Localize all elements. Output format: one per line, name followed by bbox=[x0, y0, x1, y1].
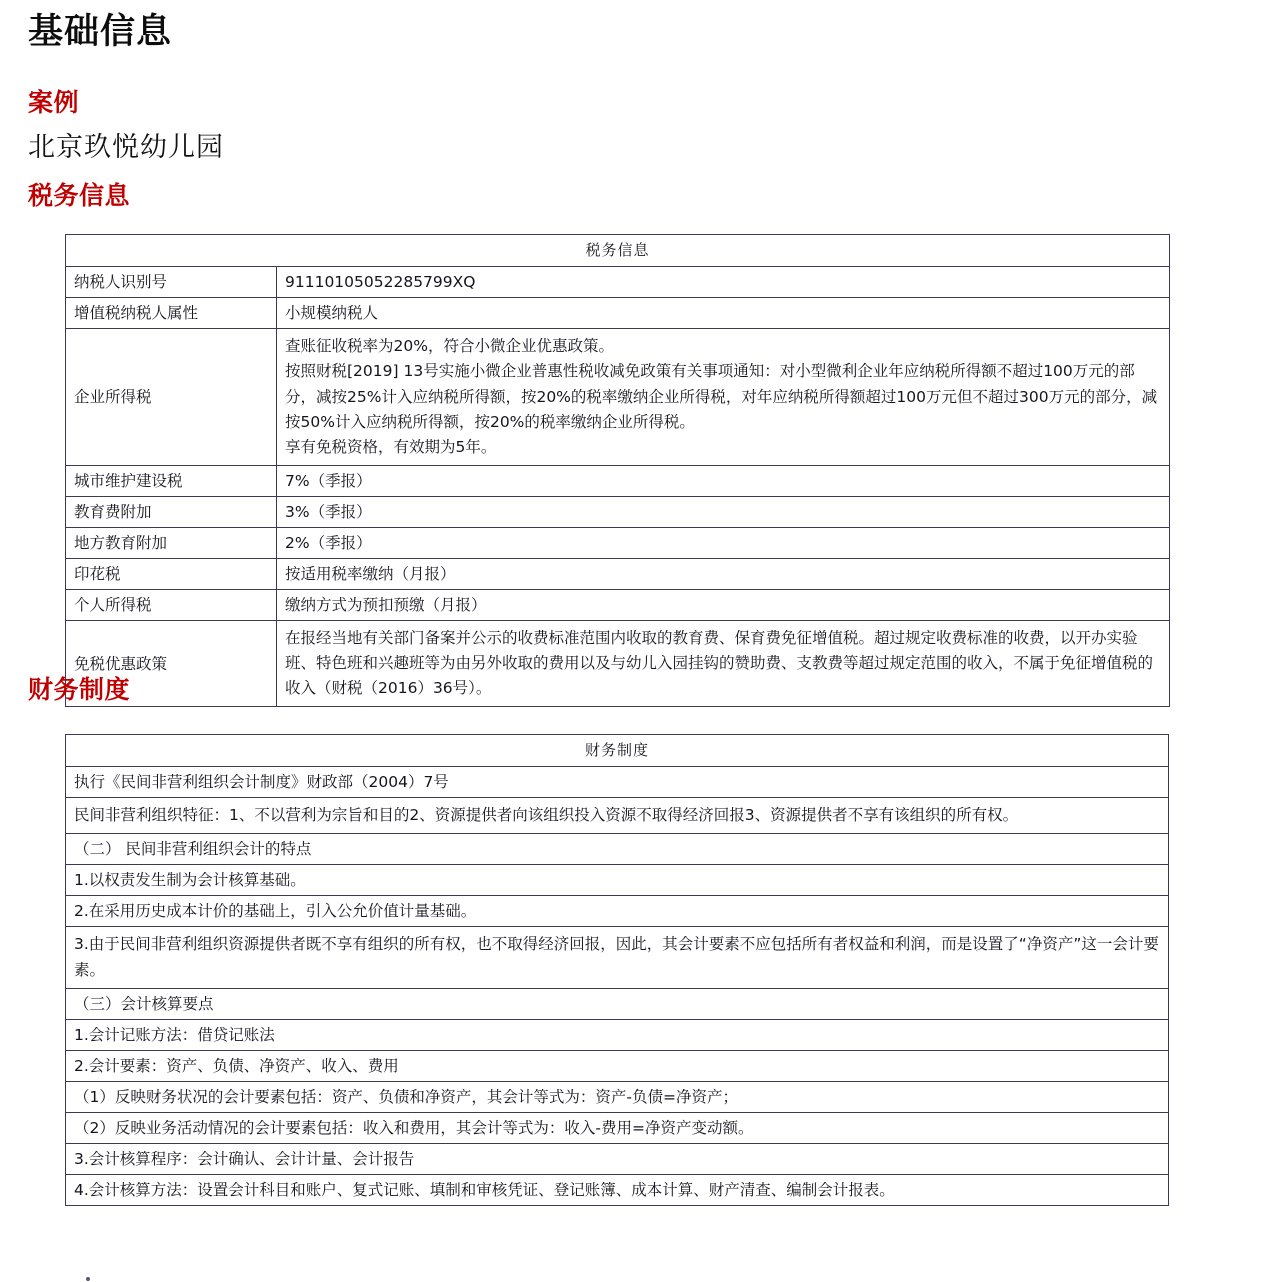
row-value: 7%（季报） bbox=[277, 465, 1170, 496]
table-row bbox=[66, 1050, 1169, 1081]
row-label: 城市维护建设税 bbox=[66, 465, 277, 496]
row-value: 按适用税率缴纳（月报） bbox=[277, 558, 1170, 589]
section-heading-finance: 财务制度 bbox=[28, 675, 131, 704]
table-row bbox=[66, 988, 1169, 1019]
row-value: 小规模纳税人 bbox=[277, 298, 1170, 329]
row-text: 1.以权责发生制为会计核算基础。 bbox=[66, 865, 1169, 896]
row-label: 企业所得税 bbox=[66, 329, 277, 466]
row-text: 2.在采用历史成本计价的基础上，引入公允价值计量基础。 bbox=[66, 896, 1169, 927]
tax-information-table bbox=[65, 234, 1170, 707]
table-row bbox=[66, 298, 1170, 329]
table-row bbox=[66, 798, 1169, 834]
page-title: 基础信息 bbox=[28, 11, 173, 52]
table-row bbox=[66, 620, 1170, 706]
table-row bbox=[66, 527, 1170, 558]
table-row bbox=[66, 558, 1170, 589]
page-artifact-dot bbox=[86, 1277, 90, 1281]
row-value: 2%（季报） bbox=[277, 527, 1170, 558]
table-row bbox=[66, 1174, 1169, 1205]
tax-table-caption: 税务信息 bbox=[66, 235, 1170, 267]
row-text: （三）会计核算要点 bbox=[66, 988, 1169, 1019]
row-value: 91110105052285799XQ bbox=[277, 267, 1170, 298]
row-label: 教育费附加 bbox=[66, 496, 277, 527]
row-value: 在报经当地有关部门备案并公示的收费标准范围内收取的教育费、保育费免征增值税。超过规定收费标准的收费，以开办实验班、特色班和兴趣班等为由另外收取的费用以及与幼儿入园挂钩的赞助费、支教费等超过规定范围的收入，不属于免征增值税的收入（财税（2016）36号）。 bbox=[277, 620, 1170, 706]
table-caption-row bbox=[66, 235, 1170, 267]
row-text: 执行《民间非营利组织会计制度》财政部（2004）7号 bbox=[66, 767, 1169, 798]
row-text: 1.会计记账方法：借贷记账法 bbox=[66, 1019, 1169, 1050]
table-row bbox=[66, 834, 1169, 865]
row-value: 3%（季报） bbox=[277, 496, 1170, 527]
row-text: 3.由于民间非营利组织资源提供者既不享有组织的所有权，也不取得经济回报，因此，其会计要素不应包括所有者权益和利润，而是设置了“净资产”这一会计要素。 bbox=[66, 927, 1169, 988]
table-row bbox=[66, 496, 1170, 527]
finance-system-table bbox=[65, 734, 1169, 1206]
row-label: 印花税 bbox=[66, 558, 277, 589]
row-label: 个人所得税 bbox=[66, 589, 277, 620]
row-text: 4.会计核算方法：设置会计科目和账户、复式记账、填制和审核凭证、登记账簿、成本计算、财产清查、编制会计报表。 bbox=[66, 1174, 1169, 1205]
table-row bbox=[66, 1112, 1169, 1143]
row-text: 2.会计要素：资产、负债、净资产、收入、费用 bbox=[66, 1050, 1169, 1081]
table-row bbox=[66, 329, 1170, 466]
finance-table-caption: 财务制度 bbox=[66, 735, 1169, 767]
row-label: 地方教育附加 bbox=[66, 527, 277, 558]
row-label: 免税优惠政策 bbox=[66, 620, 277, 706]
table-row bbox=[66, 1143, 1169, 1174]
table-row bbox=[66, 896, 1169, 927]
row-text: 民间非营利组织特征：1、不以营利为宗旨和目的2、资源提供者向该组织投入资源不取得经济回报3、资源提供者不享有该组织的所有权。 bbox=[66, 798, 1169, 834]
section-heading-tax: 税务信息 bbox=[28, 181, 131, 210]
table-caption-row bbox=[66, 735, 1169, 767]
row-text: （1）反映财务状况的会计要素包括：资产、负债和净资产，其会计等式为：资产-负债=净资产； bbox=[66, 1081, 1169, 1112]
section-heading-case: 案例 bbox=[28, 88, 80, 117]
table-row bbox=[66, 589, 1170, 620]
case-name: 北京玖悦幼儿园 bbox=[28, 132, 224, 163]
table-row bbox=[66, 1019, 1169, 1050]
table-row bbox=[66, 767, 1169, 798]
row-label: 增值税纳税人属性 bbox=[66, 298, 277, 329]
row-text: 3.会计核算程序：会计确认、会计计量、会计报告 bbox=[66, 1143, 1169, 1174]
row-value-line: 享有免税资格，有效期为5年。 bbox=[285, 437, 497, 456]
row-text: （2）反映业务活动情况的会计要素包括：收入和费用，其会计等式为：收入-费用=净资产变动额。 bbox=[66, 1112, 1169, 1143]
table-row bbox=[66, 927, 1169, 988]
row-label: 纳税人识别号 bbox=[66, 267, 277, 298]
table-row bbox=[66, 865, 1169, 896]
table-row bbox=[66, 267, 1170, 298]
row-value: 缴纳方式为预扣预缴（月报） bbox=[277, 589, 1170, 620]
row-value-line: 查账征收税率为20%，符合小微企业优惠政策。 bbox=[285, 337, 614, 356]
row-value bbox=[277, 329, 1170, 466]
table-row bbox=[66, 465, 1170, 496]
row-value-line: 按照财税[2019] 13号实施小微企业普惠性税收减免政策有关事项通知：对小型微利企业年应纳税所得额不超过100万元的部分，减按25%计入应纳税所得额，按20%的税率缴纳企业所得税，对年应纳税所得额超过100万元但不超过300万元的部分，减按50%计入应纳税所得额，按20%的税率缴纳企业所得税。 bbox=[285, 362, 1158, 431]
row-text: （二） 民间非营利组织会计的特点 bbox=[66, 834, 1169, 865]
table-row bbox=[66, 1081, 1169, 1112]
